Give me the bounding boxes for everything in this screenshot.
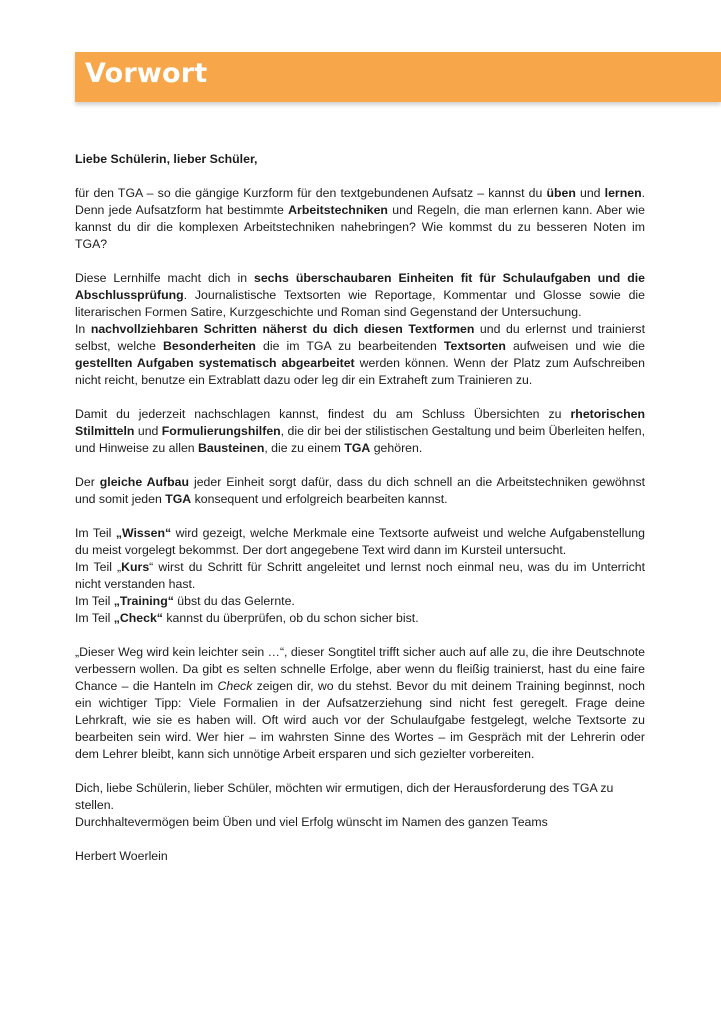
text-run: zeigen dir, wo du stehst. Bevor du mit deinem Training beginnst, noch ein wichtiger Tipp: Viele Formalien in der Aufsatzerziehung sind nicht fest geregelt. Frage deine Lehrkraft, wie sie es haben will. Oft wird auch vor der Schulaufgabe festgelegt, welche Textsorte zu bearbeiten sein wird. Wer hier – im wahrsten Sinne des Wortes – im Gespräch mit der Lehrerin oder dem Lehrer bleibt, kann sich unnötige Arbeit ersparen und sich gezielter vorbereiten. xyxy=(75,679,646,761)
bold-phrase: TGA xyxy=(344,441,371,455)
paragraph-units xyxy=(75,270,645,389)
bold-phrase: lernen xyxy=(604,186,642,200)
paragraph-structure xyxy=(75,474,645,508)
text-run: Durchhaltevermögen beim Üben und viel Erfolg wünscht im Namen des ganzen Teams xyxy=(75,815,548,829)
text-run: Der xyxy=(75,475,100,489)
bold-phrase: nachvollziehbaren Schritten näherst du dich diesen Textformen xyxy=(90,322,475,336)
bold-phrase: „Check“ xyxy=(113,611,163,625)
salutation xyxy=(75,151,645,168)
text-run: „Dieser Weg wird kein leichter sein …“, dieser Songtitel trifft sicher auch auf alle zu, die ihre Deutschnote verbessern wollen. Da gibt es selten schnelle Erfolge, aber wenn du fleißig trainierst, hast du eine faire Chance – die Hanteln im xyxy=(75,645,645,693)
text-run: gehören. xyxy=(370,441,423,455)
text-run: wird gezeigt, welche Merkmale eine Textsorte aufweist und welche Aufgabenstellung du meist vorgelegt bekommst. Der dort angegebene Text wird dann im Kursteil untersucht. xyxy=(75,526,645,557)
text-run: Dich, liebe Schülerin, lieber Schüler, möchten wir ermutigen, dich der Herausforderung des TGA zu stellen. xyxy=(75,781,614,812)
text-run: kannst du überprüfen, ob du schon sicher bist. xyxy=(162,611,419,625)
bold-phrase: „Wissen“ xyxy=(115,526,172,540)
bold-phrase: Formulierungshilfen xyxy=(161,424,281,438)
bold-phrase: „Training“ xyxy=(113,594,174,608)
text-run: übst du das Gelernte. xyxy=(173,594,295,608)
text-run: , die dir bei der stilistischen Gestaltung und beim Überleiten helfen, und Hinweise zu allen xyxy=(75,424,645,455)
italic-phrase: Check xyxy=(217,679,253,693)
text-run: die im TGA zu bearbeitenden xyxy=(255,339,444,353)
paragraph-advice xyxy=(75,644,645,763)
bold-phrase: Besonderheiten xyxy=(163,339,256,353)
text-run: Im Teil „ xyxy=(75,560,122,574)
text-run: konsequent und erfolgreich bearbeiten kannst. xyxy=(191,492,448,506)
text-run: und xyxy=(575,186,605,200)
text-run: und Regeln, die man erlernen kann. Aber wie kannst du dir die komplexen Arbeitstechniken nahebringen? Wie kommst du zu besseren Noten im TGA? xyxy=(75,203,645,251)
bold-phrase: gleiche Aufbau xyxy=(99,475,190,489)
bold-phrase: Textsorten xyxy=(443,339,506,353)
text-run: für den TGA – so die gängige Kurzform für den textgebundenen Aufsatz – kannst du xyxy=(75,186,547,200)
text-run: Diese Lernhilfe macht dich in xyxy=(75,271,254,285)
signature: Herbert Woerlein xyxy=(75,849,168,863)
paragraph-closing xyxy=(75,780,645,831)
bold-phrase: TGA xyxy=(165,492,192,506)
text-run: Im Teil xyxy=(75,526,116,540)
bold-phrase: sechs überschaubaren Einheiten fit für Schulaufgaben und die Abschlussprüfung xyxy=(75,271,645,302)
bold-phrase: gestellten Aufgaben systematisch abgearbeitet xyxy=(75,356,355,370)
text-run: “ wirst du Schritt für Schritt angeleitet und lernst noch einmal neu, was du im Unterricht nicht verstanden hast. xyxy=(75,560,645,591)
text-run: und xyxy=(134,424,162,438)
text-run: Im Teil xyxy=(75,611,114,625)
page-title: Vorwort xyxy=(85,58,208,89)
bold-phrase: üben xyxy=(546,186,576,200)
salutation-text: Liebe Schülerin, lieber Schüler, xyxy=(75,152,258,166)
text-run: aufweisen und wie die xyxy=(505,339,645,353)
paragraph-parts xyxy=(75,525,645,627)
bold-phrase: rhetorischen Stilmitteln xyxy=(75,407,645,438)
bold-phrase: Arbeitstechniken xyxy=(288,203,388,217)
text-run: , die zu einem xyxy=(264,441,345,455)
text-run: Im Teil xyxy=(75,594,114,608)
bold-phrase: Kurs xyxy=(121,560,150,574)
text-run: . Journalistische Textsorten wie Reportage, Kommentar und Glosse sowie die literarischen Formen Satire, Kurzgeschichte und Roman sind Gegenstand der Untersuchung. xyxy=(75,288,645,319)
bold-phrase: Bausteinen xyxy=(198,441,265,455)
paragraph-intro xyxy=(75,185,645,253)
header-bar xyxy=(75,52,721,102)
text-run: Damit du jederzeit nachschlagen kannst, findest du am Schluss Übersichten zu xyxy=(75,407,571,421)
text-run: In xyxy=(75,322,91,336)
text-run: . Denn jede Aufsatzform hat bestimmte xyxy=(75,186,645,217)
text-run: werden können. Wenn der Platz zum Aufschreiben nicht reicht, benutze ein Extrablatt dazu oder leg dir ein Extraheft zum Trainieren zu. xyxy=(75,356,645,387)
preface-body xyxy=(75,151,645,882)
text-run: jeder Einheit sorgt dafür, dass du dich schnell an die Arbeitstechniken gewöhnst und somit jeden xyxy=(75,475,646,506)
text-run: und du erlernst und trainierst selbst, welche xyxy=(75,322,645,353)
paragraph-overview xyxy=(75,406,645,457)
